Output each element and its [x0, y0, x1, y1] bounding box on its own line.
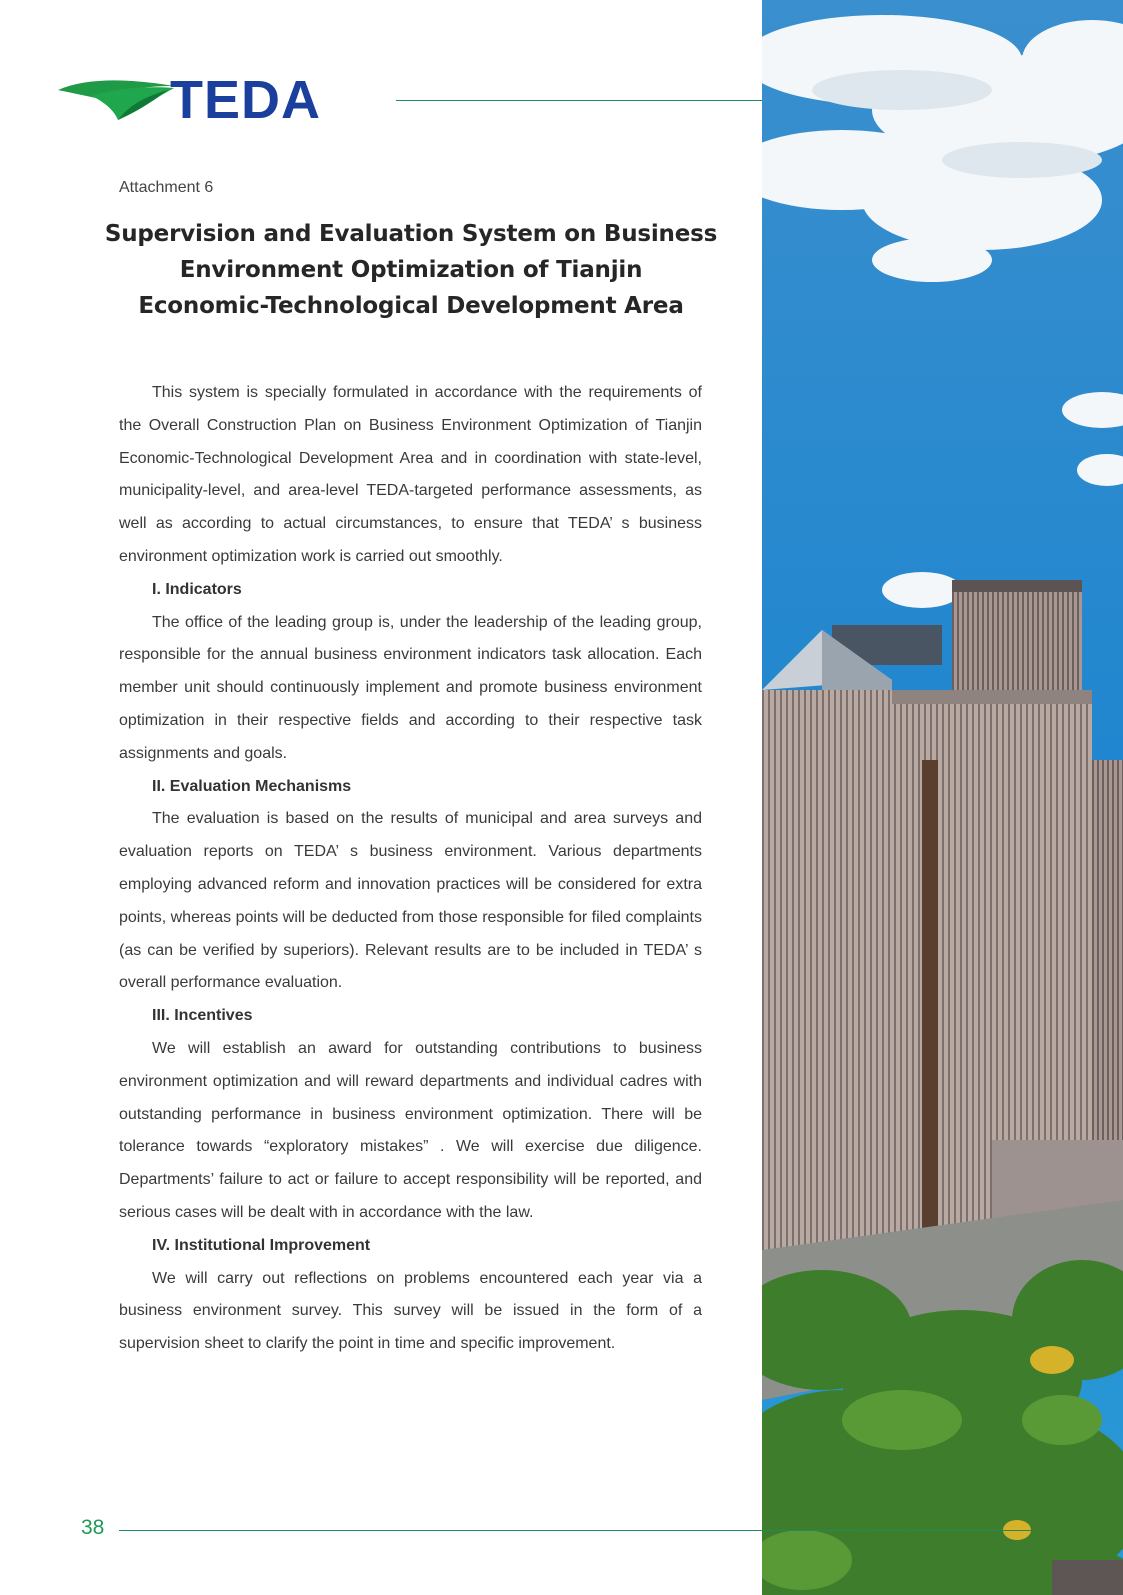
intro-paragraph: This system is specially formulated in accordance with the requirements of the Overall Construction Plan on Business Environment Optimization of Tianjin Economic-Technological Development Area and in coordination with state-level, municipality-level, and area-level TEDA-targeted performance assessments, as well as according to actual circumstances, to ensure that TEDA’ s business environment optimization work is carried out smoothly. [119, 384, 702, 565]
section-paragraph: The evaluation is based on the results of municipal and area surveys and evaluation reports on TEDA’ s business environment. Various departments employing advanced reform and innovation practices will be considered for extra points, whereas points will be deducted from those responsible for filed complaints (as can be verified by superiors). Relevant results are to be included in TEDA’ s overall performance evaluation. [119, 810, 702, 992]
document-body [119, 377, 702, 1361]
section-heading: III. Incentives [152, 1007, 253, 1025]
logo-text: TEDA [170, 70, 321, 130]
teda-logo [56, 70, 366, 130]
section-paragraph: We will carry out reflections on problems encountered each year via a business environment survey. This survey will be issued in the form of a supervision sheet to clarify the point in time and specific improvement. [119, 1269, 702, 1353]
skyscraper-photo [762, 0, 1123, 1595]
footer-divider [119, 1530, 1031, 1531]
skyscraper-photo-icon [762, 0, 1123, 1595]
section-heading: I. Indicators [152, 580, 242, 598]
teda-leaf-logo-icon [56, 76, 176, 126]
section-paragraph: The office of the leading group is, under the leadership of the leading group, responsible for the annual business environment indicators task allocation. Each member unit should continuously implement and promote business environment optimization in their respective fields and according to their respective task assignments and goals. [119, 613, 702, 762]
attachment-label: Attachment 6 [119, 179, 214, 196]
section-paragraph: We will establish an award for outstanding contributions to business environment optimization and will reward departments and individual cadres with outstanding performance in business environment optimization. There will be tolerance towards “exploratory mistakes” . We will exercise due diligence. Departments’ failure to act or failure to accept responsibility will be reported, and serious cases will be dealt with in accordance with the law. [119, 1039, 702, 1221]
title-line: Environment Optimization of Tianjin [179, 257, 643, 283]
document-title [100, 216, 722, 324]
section-heading: II. Evaluation Mechanisms [152, 777, 352, 795]
page-number: 38 [81, 1516, 105, 1539]
section-heading: IV. Institutional Improvement [152, 1236, 371, 1254]
title-line: Supervision and Evaluation System on Business [104, 221, 718, 247]
title-line: Economic-Technological Development Area [138, 293, 684, 319]
